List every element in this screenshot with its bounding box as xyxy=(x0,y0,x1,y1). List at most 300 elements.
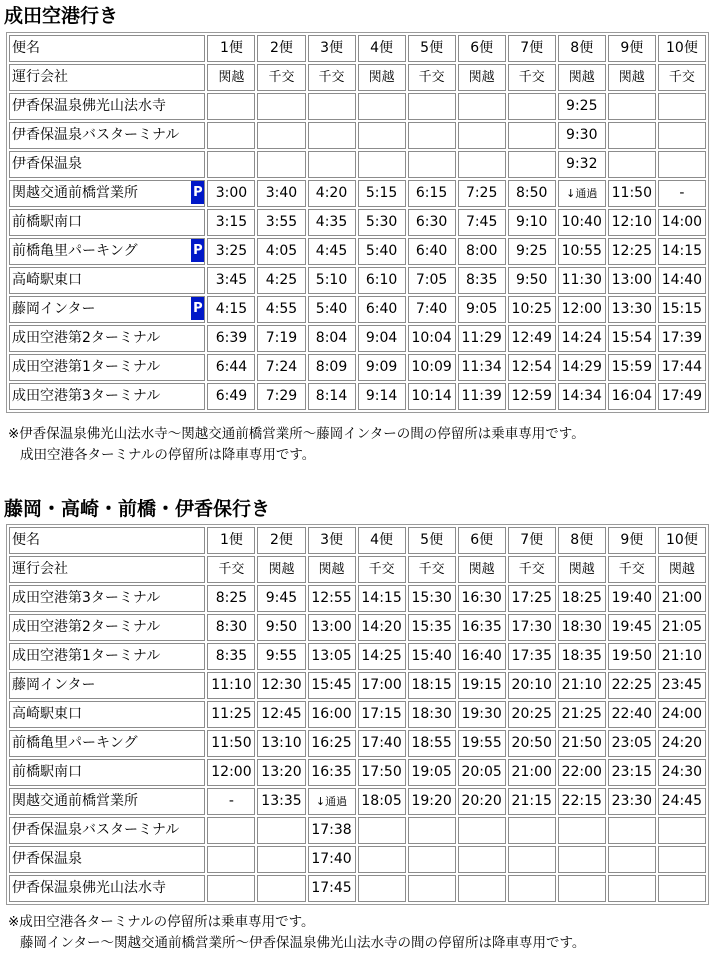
departure-time: 23:45 xyxy=(661,677,703,693)
header-row xyxy=(9,35,706,62)
time-cell xyxy=(207,325,255,352)
time-cell xyxy=(608,93,656,120)
departure-time: 21:00 xyxy=(511,764,552,780)
departure-time: 9:14 xyxy=(365,388,398,404)
header-trip-5: 5便 xyxy=(408,35,456,62)
time-cell xyxy=(458,325,506,352)
time-cell xyxy=(207,180,255,207)
departure-time: 11:50 xyxy=(211,735,252,751)
stop-name-cell xyxy=(9,267,205,294)
time-cell xyxy=(408,672,456,699)
departure-time: 19:55 xyxy=(461,735,502,751)
departure-time: 18:30 xyxy=(411,706,452,722)
time-cell xyxy=(558,122,606,149)
header-trip-3: 3便 xyxy=(308,35,356,62)
time-cell xyxy=(207,209,255,236)
time-cell xyxy=(308,93,356,120)
company-cell: 千交 xyxy=(207,556,255,583)
time-cell xyxy=(608,614,656,641)
header-trip-8: 8便 xyxy=(558,527,606,554)
time-cell xyxy=(658,151,706,178)
company-cell: 関越 xyxy=(458,64,506,91)
time-cell xyxy=(358,122,406,149)
time-cell xyxy=(458,846,506,873)
departure-time: - xyxy=(679,185,685,201)
departure-time: 13:00 xyxy=(311,619,352,635)
company-cell: 千交 xyxy=(257,64,305,91)
time-cell xyxy=(658,325,706,352)
departure-time: 12:25 xyxy=(611,243,652,259)
time-cell xyxy=(508,209,556,236)
stop-name: 成田空港第1ターミナル xyxy=(12,359,161,375)
departure-time: 9:55 xyxy=(265,648,298,664)
time-cell xyxy=(558,180,606,207)
time-cell xyxy=(408,325,456,352)
table-row xyxy=(9,614,706,641)
departure-time: 19:05 xyxy=(411,764,452,780)
time-cell xyxy=(207,672,255,699)
note-boarding-only: ※成田空港各ターミナルの停留所は乗車専用です。 xyxy=(8,914,315,930)
time-cell xyxy=(358,817,406,844)
time-cell xyxy=(558,93,606,120)
time-cell xyxy=(658,730,706,757)
time-cell xyxy=(608,238,656,265)
stop-name-cell xyxy=(9,730,205,757)
time-cell xyxy=(308,151,356,178)
departure-time: 9:05 xyxy=(465,301,498,317)
time-cell xyxy=(358,180,406,207)
time-cell xyxy=(558,238,606,265)
departure-time: 9:25 xyxy=(515,243,548,259)
time-cell xyxy=(658,585,706,612)
time-cell xyxy=(207,846,255,873)
company-cell: 千交 xyxy=(358,556,406,583)
departure-time: 18:35 xyxy=(561,648,602,664)
time-cell xyxy=(257,354,305,381)
time-cell xyxy=(257,180,305,207)
departure-time: 3:25 xyxy=(215,243,248,259)
table-row xyxy=(9,875,706,902)
table-row xyxy=(9,93,706,120)
time-cell xyxy=(608,122,656,149)
departure-time: 13:05 xyxy=(311,648,352,664)
time-cell xyxy=(207,817,255,844)
time-cell xyxy=(408,875,456,902)
stop-name-cell xyxy=(9,180,205,207)
time-cell xyxy=(558,383,606,410)
departure-time: 18:55 xyxy=(411,735,452,751)
departure-time: 19:30 xyxy=(461,706,502,722)
table-row xyxy=(9,817,706,844)
departure-time: 21:05 xyxy=(661,619,703,635)
time-cell xyxy=(458,151,506,178)
departure-time: 7:29 xyxy=(265,388,298,404)
departure-time: 23:05 xyxy=(611,735,652,751)
time-cell xyxy=(658,180,706,207)
time-cell xyxy=(257,93,305,120)
time-cell xyxy=(207,238,255,265)
stop-name: 伊香保温泉 xyxy=(12,156,82,172)
departure-time: 11:25 xyxy=(211,706,252,722)
time-cell xyxy=(358,238,406,265)
departure-time: 3:55 xyxy=(265,214,298,230)
time-cell xyxy=(508,672,556,699)
departure-time: 19:45 xyxy=(611,619,652,635)
time-cell xyxy=(508,325,556,352)
time-cell xyxy=(408,614,456,641)
time-cell xyxy=(558,325,606,352)
company-cell: 関越 xyxy=(458,556,506,583)
company-cell: 関越 xyxy=(658,556,706,583)
header-trip-1: 1便 xyxy=(207,35,255,62)
time-cell xyxy=(257,875,305,902)
stop-name-cell xyxy=(9,325,205,352)
time-cell xyxy=(458,180,506,207)
time-cell xyxy=(358,701,406,728)
departure-time: 5:30 xyxy=(365,214,398,230)
time-cell xyxy=(308,585,356,612)
note-boarding-only: ※伊香保温泉佛光山法水寺～関越交通前橋営業所～藤岡インターの間の停留所は乗車専用です。 xyxy=(8,426,585,442)
time-cell xyxy=(257,817,305,844)
departure-time: 16:35 xyxy=(461,619,502,635)
stop-name-cell xyxy=(9,701,205,728)
table-row xyxy=(9,730,706,757)
departure-time: 3:15 xyxy=(215,214,248,230)
time-cell xyxy=(558,875,606,902)
departure-time: 4:55 xyxy=(265,301,298,317)
time-cell xyxy=(207,151,255,178)
table-row xyxy=(9,383,706,410)
time-cell xyxy=(508,701,556,728)
time-cell xyxy=(308,672,356,699)
company-cell: 関越 xyxy=(207,64,255,91)
departure-time: 15:15 xyxy=(661,301,703,317)
section-title-to-narita: 成田空港行き xyxy=(4,5,119,27)
table-row xyxy=(9,209,706,236)
departure-time: 12:55 xyxy=(311,590,352,606)
departure-time: 22:00 xyxy=(561,764,602,780)
time-cell xyxy=(408,730,456,757)
departure-time: 10:55 xyxy=(561,243,602,259)
time-cell xyxy=(408,759,456,786)
time-cell xyxy=(608,151,656,178)
time-cell xyxy=(458,672,506,699)
departure-time: 21:25 xyxy=(561,706,602,722)
departure-time: 6:44 xyxy=(215,359,248,375)
time-cell xyxy=(658,122,706,149)
time-cell xyxy=(257,296,305,323)
departure-time: 15:30 xyxy=(411,590,452,606)
time-cell xyxy=(658,643,706,670)
stop-name: 前橋駅南口 xyxy=(12,764,82,780)
time-cell xyxy=(458,730,506,757)
departure-time: 5:40 xyxy=(315,301,348,317)
time-cell xyxy=(308,209,356,236)
departure-time: 24:30 xyxy=(661,764,703,780)
header-trip-7: 7便 xyxy=(508,35,556,62)
time-cell xyxy=(458,238,506,265)
departure-time: 15:59 xyxy=(611,359,652,375)
stop-name-cell xyxy=(9,585,205,612)
table-row xyxy=(9,238,706,265)
departure-time: 13:20 xyxy=(261,764,302,780)
stop-name-cell xyxy=(9,238,205,265)
departure-time: 20:50 xyxy=(511,735,552,751)
departure-time: 14:34 xyxy=(561,388,602,404)
departure-time: 7:45 xyxy=(465,214,498,230)
table-row xyxy=(9,325,706,352)
departure-time: 11:50 xyxy=(611,185,652,201)
departure-time: 5:10 xyxy=(315,272,348,288)
stop-name-cell xyxy=(9,209,205,236)
departure-time: 4:35 xyxy=(315,214,348,230)
company-cell: 千交 xyxy=(508,556,556,583)
departure-time: 15:45 xyxy=(311,677,352,693)
stop-name-cell xyxy=(9,759,205,786)
time-cell xyxy=(658,209,706,236)
stop-name: 成田空港第3ターミナル xyxy=(12,590,161,606)
departure-time: 18:05 xyxy=(361,793,402,809)
time-cell xyxy=(408,180,456,207)
stop-name: 成田空港第1ターミナル xyxy=(12,648,161,664)
time-cell xyxy=(308,267,356,294)
departure-time: 4:05 xyxy=(265,243,298,259)
departure-time: 17:00 xyxy=(361,677,402,693)
departure-time: 20:20 xyxy=(461,793,502,809)
stop-name: 成田空港第2ターミナル xyxy=(12,330,161,346)
time-cell xyxy=(508,93,556,120)
departure-time: 7:24 xyxy=(265,359,298,375)
departure-time: 14:25 xyxy=(361,648,402,664)
time-cell xyxy=(308,875,356,902)
header-trip-9: 9便 xyxy=(608,527,656,554)
time-cell xyxy=(608,875,656,902)
time-cell xyxy=(458,875,506,902)
time-cell xyxy=(207,788,255,815)
company-label: 運行会社 xyxy=(9,556,205,583)
time-cell xyxy=(608,325,656,352)
note-alighting-only: 藤岡インター～関越交通前橋営業所～伊香保温泉佛光山法水寺の間の停留所は降車専用です。 xyxy=(20,935,586,951)
timetable-to-narita xyxy=(6,32,709,413)
departure-time: 16:40 xyxy=(461,648,502,664)
departure-time: 6:40 xyxy=(415,243,448,259)
departure-time: 12:49 xyxy=(511,330,552,346)
time-cell xyxy=(608,267,656,294)
stop-name-cell xyxy=(9,354,205,381)
time-cell xyxy=(458,701,506,728)
company-cell: 千交 xyxy=(658,64,706,91)
header-trip-1: 1便 xyxy=(207,527,255,554)
time-cell xyxy=(508,759,556,786)
departure-time: 22:40 xyxy=(611,706,652,722)
departure-time: 6:40 xyxy=(365,301,398,317)
time-cell xyxy=(358,354,406,381)
time-cell xyxy=(608,730,656,757)
departure-time: 6:30 xyxy=(415,214,448,230)
departure-time: 9:45 xyxy=(265,590,298,606)
stop-name: 高崎駅東口 xyxy=(12,272,82,288)
time-cell xyxy=(508,151,556,178)
departure-time: 16:25 xyxy=(311,735,352,751)
departure-time: - xyxy=(228,793,234,809)
departure-time: 13:00 xyxy=(611,272,652,288)
header-trip-8: 8便 xyxy=(558,35,606,62)
company-label: 運行会社 xyxy=(9,64,205,91)
departure-time: 23:15 xyxy=(611,764,652,780)
stop-name-cell xyxy=(9,817,205,844)
time-cell xyxy=(257,701,305,728)
departure-time: 11:10 xyxy=(211,677,252,693)
time-cell xyxy=(358,585,406,612)
time-cell xyxy=(308,759,356,786)
header-stop-name: 便名 xyxy=(9,35,205,62)
time-cell xyxy=(658,614,706,641)
time-cell xyxy=(608,759,656,786)
table-row xyxy=(9,585,706,612)
time-cell xyxy=(508,122,556,149)
time-cell xyxy=(358,325,406,352)
time-cell xyxy=(257,614,305,641)
time-cell xyxy=(558,151,606,178)
departure-time: 14:29 xyxy=(561,359,602,375)
departure-time: 18:15 xyxy=(411,677,452,693)
time-cell xyxy=(408,354,456,381)
time-cell xyxy=(658,846,706,873)
time-cell xyxy=(608,701,656,728)
header-row xyxy=(9,527,706,554)
departure-time: 20:05 xyxy=(461,764,502,780)
departure-time: 4:15 xyxy=(215,301,248,317)
departure-time: 20:25 xyxy=(511,706,552,722)
departure-time: 5:40 xyxy=(365,243,398,259)
departure-time: 14:24 xyxy=(561,330,602,346)
time-cell xyxy=(207,296,255,323)
time-cell xyxy=(458,209,506,236)
time-cell xyxy=(658,93,706,120)
departure-time: 14:00 xyxy=(661,214,703,230)
time-cell xyxy=(608,585,656,612)
stop-name: 伊香保温泉佛光山法水寺 xyxy=(12,880,166,896)
time-cell xyxy=(207,701,255,728)
time-cell xyxy=(558,672,606,699)
time-cell xyxy=(658,672,706,699)
stop-name: 関越交通前橋営業所 xyxy=(12,185,138,201)
time-cell xyxy=(358,209,406,236)
departure-time: 17:35 xyxy=(511,648,552,664)
departure-time: 3:40 xyxy=(265,185,298,201)
time-cell xyxy=(358,296,406,323)
stop-name: 伊香保温泉バスターミナル xyxy=(12,822,180,838)
departure-time: 14:15 xyxy=(361,590,402,606)
time-cell xyxy=(658,817,706,844)
time-cell xyxy=(458,614,506,641)
departure-time: 23:30 xyxy=(611,793,652,809)
time-cell xyxy=(558,643,606,670)
time-cell xyxy=(508,643,556,670)
time-cell xyxy=(458,93,506,120)
time-cell xyxy=(207,267,255,294)
time-cell xyxy=(408,846,456,873)
departure-time: 16:30 xyxy=(461,590,502,606)
departure-time: 15:40 xyxy=(411,648,452,664)
departure-time: 22:15 xyxy=(561,793,602,809)
time-cell xyxy=(658,383,706,410)
header-trip-10: 10便 xyxy=(658,527,706,554)
timetable-to-fujioka xyxy=(6,524,709,905)
departure-time: 6:49 xyxy=(215,388,248,404)
departure-time: 12:59 xyxy=(511,388,552,404)
time-cell xyxy=(558,614,606,641)
table-row xyxy=(9,354,706,381)
departure-time: 22:25 xyxy=(611,677,652,693)
time-cell xyxy=(558,267,606,294)
parking-icon: P xyxy=(191,181,204,204)
company-cell: 関越 xyxy=(358,64,406,91)
time-cell xyxy=(408,817,456,844)
departure-time: 10:09 xyxy=(411,359,452,375)
time-cell xyxy=(408,93,456,120)
header-trip-10: 10便 xyxy=(658,35,706,62)
departure-time: 4:45 xyxy=(315,243,348,259)
time-cell xyxy=(508,614,556,641)
departure-time: 24:20 xyxy=(661,735,703,751)
time-cell xyxy=(658,238,706,265)
time-cell xyxy=(608,354,656,381)
departure-time: 19:50 xyxy=(611,648,652,664)
departure-time: 21:00 xyxy=(661,590,703,606)
header-trip-7: 7便 xyxy=(508,527,556,554)
time-cell xyxy=(358,151,406,178)
time-cell xyxy=(458,788,506,815)
departure-time: 7:19 xyxy=(265,330,298,346)
time-cell xyxy=(508,180,556,207)
departure-time: 9:09 xyxy=(365,359,398,375)
departure-time: 8:30 xyxy=(215,619,248,635)
company-cell: 千交 xyxy=(408,556,456,583)
time-cell xyxy=(308,643,356,670)
departure-time: 18:30 xyxy=(561,619,602,635)
stop-name-cell xyxy=(9,643,205,670)
time-cell xyxy=(308,180,356,207)
time-cell xyxy=(558,846,606,873)
departure-time: 11:29 xyxy=(461,330,502,346)
company-cell: 関越 xyxy=(308,556,356,583)
header-trip-9: 9便 xyxy=(608,35,656,62)
departure-time: 17:50 xyxy=(361,764,402,780)
time-cell xyxy=(257,730,305,757)
time-cell xyxy=(608,209,656,236)
stop-name-cell xyxy=(9,788,205,815)
departure-time: 11:30 xyxy=(561,272,602,288)
time-cell xyxy=(408,238,456,265)
departure-time: 17:40 xyxy=(361,735,402,751)
table-row xyxy=(9,296,706,323)
departure-time: 10:04 xyxy=(411,330,452,346)
departure-time: 21:50 xyxy=(561,735,602,751)
departure-time: 10:25 xyxy=(511,301,552,317)
departure-time: 12:45 xyxy=(261,706,302,722)
header-trip-4: 4便 xyxy=(358,527,406,554)
time-cell xyxy=(358,846,406,873)
company-cell: 関越 xyxy=(558,64,606,91)
header-trip-6: 6便 xyxy=(458,35,506,62)
departure-time: 8:00 xyxy=(465,243,498,259)
time-cell xyxy=(408,701,456,728)
stop-name: 伊香保温泉 xyxy=(12,851,82,867)
departure-time: 7:25 xyxy=(465,185,498,201)
time-cell xyxy=(308,383,356,410)
time-cell xyxy=(558,788,606,815)
